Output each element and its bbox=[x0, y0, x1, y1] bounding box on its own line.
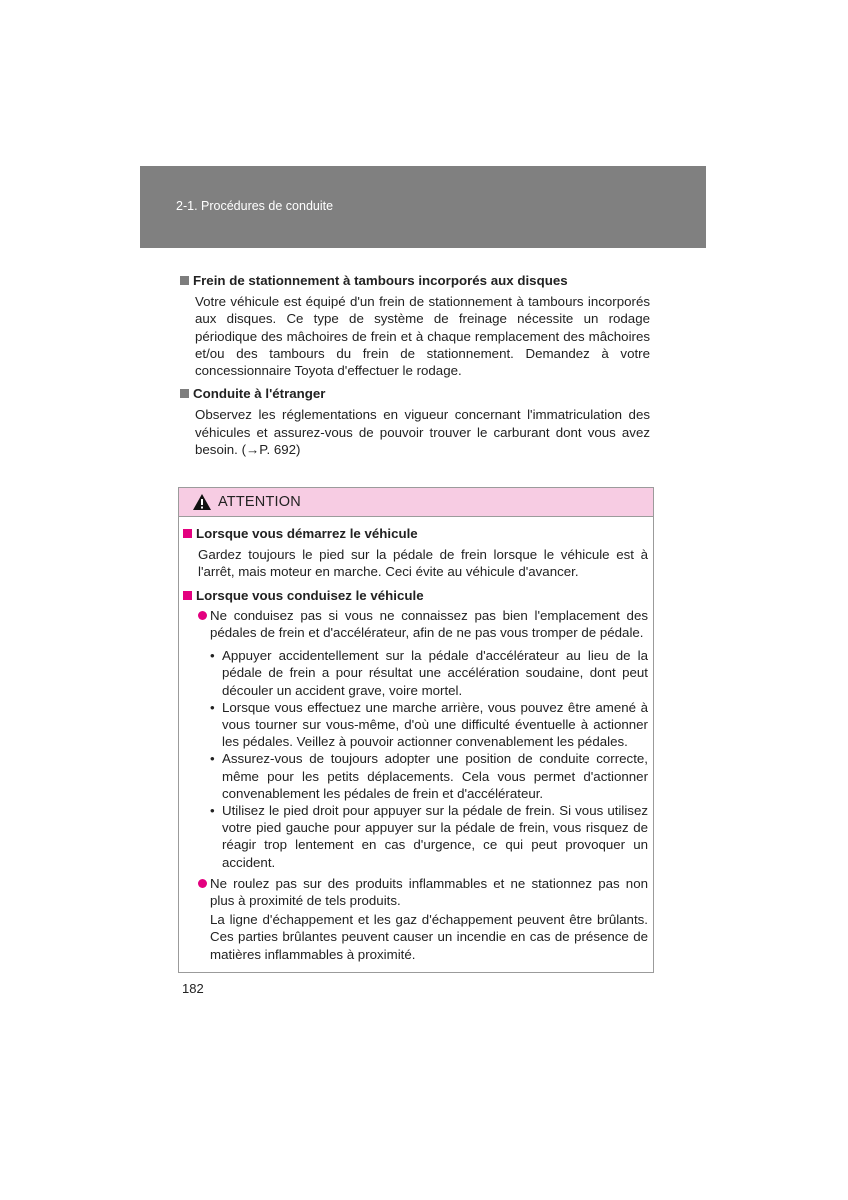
bullet-list bbox=[210, 647, 648, 871]
warning-item-text: Ne conduisez pas si vous ne connaissez pas bien l'emplacement des pédales de frein et d'accélérateur, afin de ne pas vous tromper de pédale. bbox=[210, 607, 648, 641]
list-item bbox=[210, 699, 648, 751]
attention-label: ATTENTION bbox=[218, 494, 301, 510]
attention-heading-driving bbox=[183, 587, 648, 604]
main-content bbox=[180, 272, 650, 462]
square-bullet-icon bbox=[183, 591, 192, 600]
section-paragraph: Votre véhicule est équipé d'un frein de stationnement à tambours incorporés aux disques. Ce type de système de freinage nécessite un rodage périodique des mâchoires de frein et à chaque remplacement des mâchoires et/ou des tambours du frein de stationnement. Demandez à votre concessionnaire Toyota d'effectuer le rodage. bbox=[195, 294, 650, 379]
attention-heading-text: Lorsque vous conduisez le véhicule bbox=[196, 587, 424, 603]
bullet-dot-icon: • bbox=[210, 751, 215, 767]
warning-item-text: Ne roulez pas sur des produits inflammables et ne stationnez pas non plus à proximité de tels produits. bbox=[210, 875, 648, 909]
page-number: 182 bbox=[182, 981, 204, 996]
attention-header bbox=[179, 488, 653, 517]
warning-item bbox=[198, 607, 648, 641]
magenta-dot-icon bbox=[198, 879, 207, 888]
list-item-text: Lorsque vous effectuez une marche arrière, vous pouvez être amené à vous tourner sur vous-même, d'où une difficulté éventuelle à actionner les pédales. Veillez à pouvoir actionner convenablement les pédales. bbox=[222, 699, 648, 750]
list-item bbox=[210, 802, 648, 871]
warning-item bbox=[198, 875, 648, 909]
attention-paragraph: Gardez toujours le pied sur la pédale de frein lorsque le véhicule est à l'arrêt, mais moteur en marche. Ceci évite au véhicule d'avancer. bbox=[198, 547, 648, 580]
square-bullet-icon bbox=[183, 529, 192, 538]
section-heading-parking-brake bbox=[180, 272, 650, 289]
section-paragraph: Observez les réglementations en vigueur concernant l'immatriculation des véhicules et assurez-vous de pouvoir trouver le carburant dont vous avez besoin. (→P. 692) bbox=[195, 407, 650, 457]
bullet-dot-icon: • bbox=[210, 803, 215, 819]
square-bullet-icon bbox=[180, 276, 189, 285]
square-bullet-icon bbox=[180, 389, 189, 398]
section-heading-text: Conduite à l'étranger bbox=[193, 386, 326, 402]
list-item-text: Utilisez le pied droit pour appuyer sur la pédale de frein. Si vous utilisez votre pied gauche pour appuyer sur la pédale de frein, vous risquez de réagir trop lentement en cas d'urgence, ce qui peut provoquer un accident. bbox=[222, 803, 648, 870]
attention-box bbox=[178, 487, 654, 973]
list-item-text: Assurez-vous de toujours adopter une position de conduite correcte, même pour les petits déplacements. Cela vous permet d'actionner convenablement les pédales de frein et d'accélérateur. bbox=[222, 751, 648, 801]
magenta-dot-icon bbox=[198, 611, 207, 620]
attention-heading-text: Lorsque vous démarrez le véhicule bbox=[196, 526, 418, 541]
bullet-dot-icon: • bbox=[210, 648, 215, 664]
list-item bbox=[210, 750, 648, 802]
bullet-dot-icon: • bbox=[210, 699, 215, 715]
chapter-header-band bbox=[140, 166, 706, 248]
warning-triangle-icon bbox=[192, 493, 212, 511]
attention-heading-starting bbox=[183, 525, 648, 542]
list-item bbox=[210, 647, 648, 699]
list-item-text: Appuyer accidentellement sur la pédale d'accélérateur au lieu de la pédale de frein a pour résultat une accélération soudaine, dont peut découler un accident grave, voire mortel. bbox=[222, 648, 648, 698]
section-heading-text: Frein de stationnement à tambours incorporés aux disques bbox=[193, 273, 568, 288]
chapter-title: 2-1. Procédures de conduite bbox=[176, 199, 334, 213]
warning-item-continuation: La ligne d'échappement et les gaz d'échappement peuvent être brûlants. Ces parties brûlantes peuvent causer un incendie en cas de présence de matières inflammables à proximité. bbox=[210, 912, 648, 962]
section-heading-abroad bbox=[180, 385, 650, 402]
attention-body bbox=[179, 517, 653, 963]
